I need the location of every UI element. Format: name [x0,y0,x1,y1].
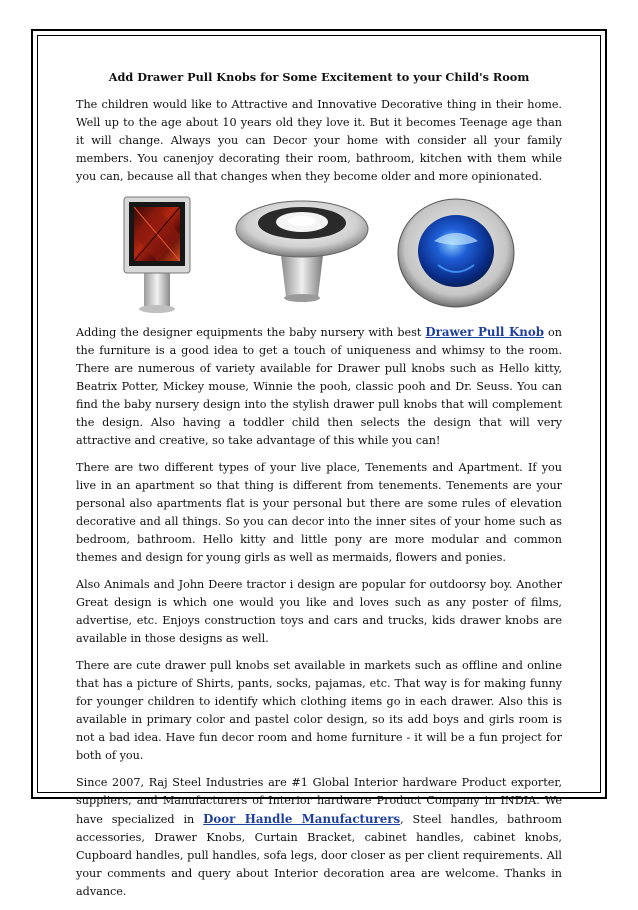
document-body [76,68,562,910]
company-paragraph-start: Since 2007, Raj Steel Industries are #1 Global Interior hardware Product exporter, suppliers, and Manufacturers of Interior hardware Product Company in INDIA. We have specialized in [76,776,562,826]
round-knob-blue-crystal-icon [394,195,518,311]
intro-paragraph: The children would like to Attractive and Innovative Decorative thing in their home. Well up to the age about 10 years old they love it. But it becomes Teenage age than it will change. Always you can Decor your home with consider all your family members. You canenjoy decorating their room, bathroom, kitchen with them while you can, because all that changes when they become older and more opinionated. [76,98,562,183]
drawer-knob-paragraph-end: on the furniture is a good idea to get a touch of uniqueness and whimsy to the room. There are numerous of variety available for Drawer pull knobs such as Hello kitty, Beatrix Potter, Mickey mouse, Winnie the pooh, classic pooh and Dr. Seuss. You can find the baby nursery design into the stylish drawer pull knobs that will complement the design. Also having a toddler child then selects the design that will very attractive and creative, so take advantage of this while you can! [76,326,562,447]
knob-sets-paragraph: There are cute drawer pull knobs set available in markets such as offline and online that has a picture of Shirts, pants, socks, pajamas, etc. That way is for making funny for younger children to identify which clothing items go in each drawer. Also this is available in primary color and pastel color design, so its add boys and girls room is not a bad idea. Have fun decor room and home furniture - it will be a fun project for both of you. [76,659,562,762]
boys-design-paragraph: Also Animals and John Deere tractor i design are popular for outdoorsy boy. Another Great design is which one would you like and loves such as any poster of films, advertise, etc. Enjoys construction toys and cars and trucks, kids drawer knobs are available in those designs as well. [76,578,562,645]
living-place-paragraph: There are two different types of your live place, Tenements and Apartment. If you live in an apartment so that thing is different from tenements. Tenements are your personal also apartments flat is your personal but there are some rules of elevation decorative and all things. So you can decor into the inner sites of your home such as bedroom, bathroom. Hello kitty and little pony are more modular and common themes and design for young girls as well as mermaids, flowers and ponies. [76,461,562,564]
square-knob-red-crystal-icon [116,195,198,315]
company-paragraph [76,774,562,901]
door-handle-manufacturers-link[interactable]: Door Handle Manufacturers [203,812,401,826]
drawer-pull-knob-link[interactable]: Drawer Pull Knob [425,325,544,339]
company-paragraph-end: , Steel handles, bathroom accessories, Drawer Knobs, Curtain Bracket, cabinet handles, cabinet knobs, Cupboard handles, pull handles, sofa legs, door closer as per client requirements. All your comments and query about Interior decoration area are welcome. Thanks in advance. [76,813,562,898]
oval-knob-chrome-icon [232,197,372,305]
drawer-knob-paragraph [76,323,562,450]
page-title: Add Drawer Pull Knobs for Some Excitement to your Child's Room [108,70,530,84]
drawer-knob-paragraph-start: Adding the designer equipments the baby nursery with best [76,326,426,339]
knob-images [76,195,562,323]
